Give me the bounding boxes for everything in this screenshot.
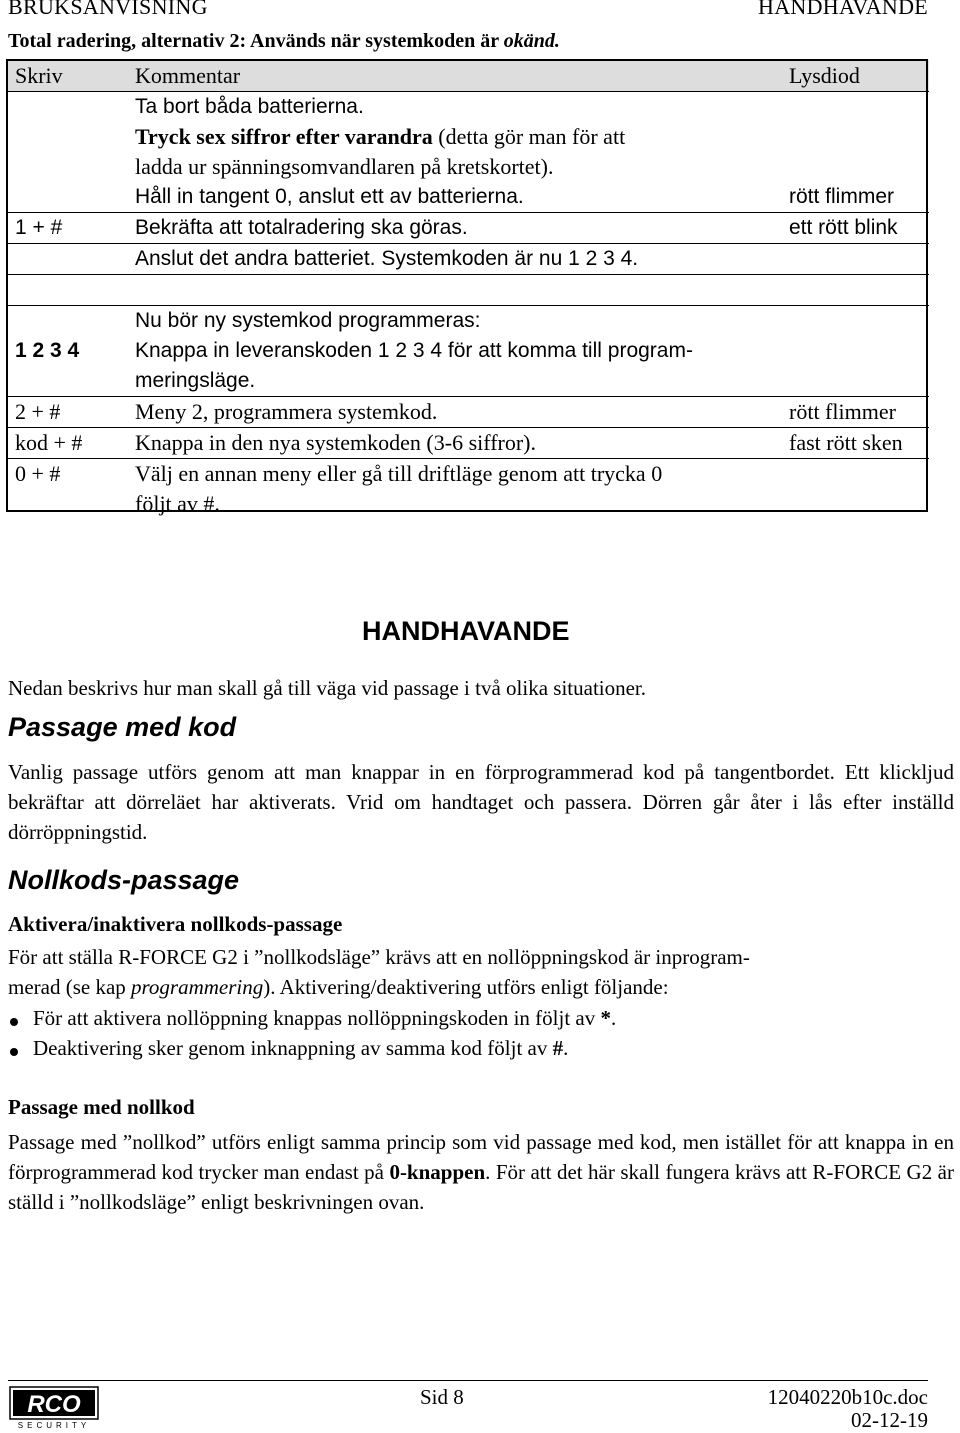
row-led: ett rött blink xyxy=(781,213,929,244)
row-comment-bold: Tryck sex siffror efter varandra xyxy=(135,124,433,149)
row-led xyxy=(781,244,929,275)
table-row xyxy=(7,489,929,519)
footer-page: Sid 8 xyxy=(420,1385,464,1409)
total-radering-title xyxy=(8,30,560,53)
nollkod-text-b: 0-knappen xyxy=(389,1160,486,1184)
row-key xyxy=(7,244,125,275)
nollkod-text-a: Passage med ”nollkod” utförs enligt samma princip som vid passage med kod, men istället för att knappa in en förprogrammerad kod trycker man endast på xyxy=(8,1130,954,1184)
heading-nollkods-passage: Nollkods-passage xyxy=(8,865,240,895)
bullet-item-deactivate xyxy=(33,1036,568,1061)
row-led xyxy=(781,459,929,490)
table-row xyxy=(7,152,929,182)
footer-doc: 12040220b10c.doc xyxy=(767,1385,928,1409)
bullet2-text: Deaktivering sker genom inknappning av samma kod följt av xyxy=(33,1036,553,1060)
logo-subtext: SECURITY xyxy=(17,1421,91,1429)
row-key: 0 + # xyxy=(7,459,125,490)
title-prefix: Total radering, alternativ 2: Används när systemkoden är xyxy=(8,30,504,52)
row-key xyxy=(7,366,125,397)
row-led: rött flimmer xyxy=(781,397,929,428)
subheading-aktivera: Aktivera/inaktivera nollkods-passage xyxy=(8,912,343,936)
row-key: 2 + # xyxy=(7,397,125,428)
bullet-icon xyxy=(10,1018,18,1026)
table-row xyxy=(7,459,929,490)
bullet2-end: . xyxy=(563,1036,569,1060)
column-header-kommentar: Kommentar xyxy=(125,60,781,92)
row-led xyxy=(781,152,929,182)
bullet2-key: # xyxy=(552,1036,564,1060)
section-title-handhavande: HANDHAVANDE xyxy=(362,616,570,646)
row-led xyxy=(781,306,929,337)
row-led xyxy=(781,122,929,152)
table-row xyxy=(7,336,929,366)
title-emphasis: okänd. xyxy=(503,30,560,52)
bullet-icon xyxy=(10,1048,18,1056)
row-comment: Bekräfta att totalradering ska göras. xyxy=(125,213,781,244)
row-comment: följt av #. xyxy=(135,491,220,516)
row-key xyxy=(7,489,125,519)
table-row xyxy=(7,92,929,123)
row-led xyxy=(781,336,929,366)
row-comment: meringsläge. xyxy=(135,369,256,392)
row-comment: Knappa in den nya systemkoden (3-6 siffror). xyxy=(125,428,781,459)
passage-med-kod-text: Vanlig passage utförs genom att man knappar in en förprogrammerad kod på tangentbordet. Ett klickljud bekräftar att dörreläet har aktiverats. Vrid om handtaget och passera. Dörren går åter i lås efter inställd dörröppningstid. xyxy=(8,760,954,844)
row-key xyxy=(7,152,125,182)
row-key: kod + # xyxy=(7,428,125,459)
nollkod-text-c: . För att det här skall fungera krävs att R-FORCE G2 är ställd i ”nollkodsläge” enligt beskrivningen ovan. xyxy=(8,1160,954,1214)
table-row xyxy=(7,182,929,213)
table-row xyxy=(7,122,929,152)
row-led: fast rött sken xyxy=(781,428,929,459)
row-comment: Knappa in leveranskoden 1 2 3 4 för att komma till program- xyxy=(135,339,693,362)
row-comment: Ta bort båda batterierna. xyxy=(135,95,364,118)
row-key xyxy=(7,122,125,152)
bullet1-key: * xyxy=(600,1006,612,1030)
table-row xyxy=(7,397,929,428)
table-row xyxy=(7,306,929,337)
row-comment: ladda ur spänningsomvandlaren på kretskortet). xyxy=(135,154,554,179)
bullet1-text: För att aktivera nollöppning knappas nollöppningskoden in följt av xyxy=(33,1006,601,1030)
row-led xyxy=(781,489,929,519)
row-key: 1 2 3 4 xyxy=(15,339,80,362)
row-comment xyxy=(125,122,781,152)
table-row xyxy=(7,366,929,397)
programming-table xyxy=(7,60,929,519)
bullet1-end: . xyxy=(611,1006,617,1030)
row-comment: Håll in tangent 0, anslut ett av batterierna. xyxy=(135,185,524,208)
row-led: rött flimmer xyxy=(789,185,894,208)
header-right: HANDHAVANDE xyxy=(758,0,928,19)
passage-med-nollkod-text xyxy=(8,1127,954,1217)
header-left: BRUKSANVISNING xyxy=(8,0,208,19)
bullet-item-activate xyxy=(33,1006,616,1031)
column-header-lysdiod: Lysdiod xyxy=(781,60,929,92)
row-led xyxy=(781,366,929,397)
row-led xyxy=(781,92,929,123)
column-header-skriv: Skriv xyxy=(7,60,125,92)
row-key xyxy=(7,306,125,337)
nollkods-text-b2: ). Aktivering/deaktivering utförs enligt följande: xyxy=(263,975,669,999)
row-key xyxy=(7,182,125,213)
intro-text: Nedan beskrivs hur man skall gå till väga vid passage i två olika situationer. xyxy=(8,676,647,700)
nollkods-text-line2 xyxy=(8,975,669,1000)
link-programmering: programmering xyxy=(131,975,264,999)
row-comment: Meny 2, programmera systemkod. xyxy=(125,397,781,428)
table-header-row xyxy=(7,60,929,92)
table-row xyxy=(7,213,929,244)
table-row xyxy=(7,244,929,275)
row-key xyxy=(7,92,125,123)
footer-date: 02-12-19 xyxy=(851,1408,928,1432)
subheading-passage-med-nollkod: Passage med nollkod xyxy=(8,1095,195,1119)
row-key: 1 + # xyxy=(7,213,125,244)
table-row xyxy=(7,428,929,459)
row-comment: Nu bör ny systemkod programmeras: xyxy=(135,309,481,332)
table-spacer-row xyxy=(7,275,929,306)
row-comment-rest: (detta gör man för att xyxy=(432,124,626,149)
row-comment: Välj en annan meny eller gå till driftläge genom att trycka 0 xyxy=(125,459,781,490)
row-comment: Anslut det andra batteriet. Systemkoden är nu 1 2 3 4. xyxy=(125,244,781,275)
footer-divider xyxy=(8,1380,928,1381)
heading-passage-med-kod: Passage med kod xyxy=(8,712,237,742)
nollkods-text-b1: merad (se kap xyxy=(8,975,132,999)
nollkods-text-line1: För att ställa R-FORCE G2 i ”nollkodsläge” krävs att en nollöppningskod är inprogram- xyxy=(8,945,750,969)
rco-security-logo xyxy=(9,1385,99,1429)
logo-text: RCO xyxy=(27,1391,81,1418)
